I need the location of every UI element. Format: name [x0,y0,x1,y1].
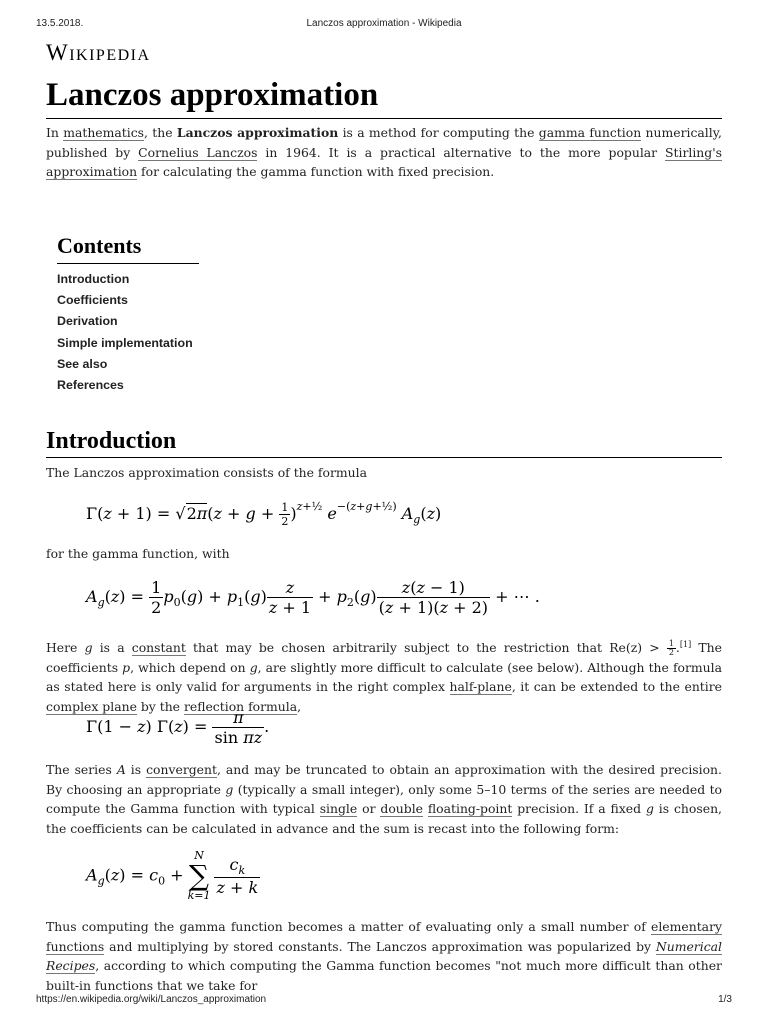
link-numerical-recipes[interactable]: Numerical Recipes [46,938,722,973]
link-complex-plane[interactable]: complex plane [46,698,137,714]
text: , [297,698,302,714]
var-a: A [116,762,126,777]
frac-num: 1 [668,639,674,648]
formula-ag-series: $A_g(z)$ = $\frac{1}{2}$ $p_0(g) + p_1(g)$ $\frac{z}{z + 1}$ + $p_2(g)$ $\frac{z(z - 1)}{(z + 1)(z + 2)}$ + ⋯ . [86,578,540,617]
formula-sum-form: $A_g(z) = c_0$ + N ∑ k=1 $\frac{c_k}{z + k}$ [86,849,259,902]
page-number: 1/3 [718,994,732,1005]
toc-item-simple-implementation[interactable]: Simple implementation [57,335,193,350]
formula-reflection: Γ(1 − z) Γ(z) = $\frac{\pi}{\text{sin πz}}$ . [86,708,270,747]
text: , the [144,125,177,140]
toc-item-coefficients[interactable]: Coefficients [57,293,128,308]
text: The series [46,762,117,777]
link-elementary-functions[interactable]: elementary functions [46,919,722,954]
toc-item-see-also[interactable]: See also [57,356,108,371]
text: , according to which computing the Gamma function becomes "not much more difficult than other built-in functions that we take for [46,958,722,993]
link-gamma-function[interactable]: gamma function [538,125,642,140]
text: , which depend on [130,659,250,675]
link-stirlings-approximation[interactable]: Stirling's approximation [46,144,722,179]
link-cornelius-lanczos[interactable]: Cornelius Lanczos [138,144,258,160]
link-mathematics[interactable]: mathematics [63,125,145,140]
section-heading-introduction: Introduction [46,426,722,458]
text: numerically, published by [46,125,722,160]
text: by the [136,698,184,714]
var-g: g [84,640,93,655]
link-reflection-formula[interactable]: reflection formula [183,698,298,714]
formula-gamma: Γ(z + 1) = √2π(z + g + $\frac{1}{2}$ )$^{z+\frac{1}{2}}$ $e^{-(z+g+\frac{1}{2})}$ $A_g(z)$ [86,500,442,528]
text: The coefficients [46,640,722,675]
print-header [36,18,732,32]
link-single[interactable]: single [319,801,358,816]
print-page-title: Lanczos approximation - Wikipedia [306,18,462,29]
toc-item-references[interactable]: References [57,377,124,392]
print-date: 13.5.2018. [36,18,84,29]
print-url: https://en.wikipedia.org/wiki/Lanczos_approximation [36,994,267,1005]
text: Here [46,640,85,655]
text: , are slightly more difficult to calculate (see below). Although the formula as stated here is only valid for arguments in the right complex [46,659,722,694]
var-g: g [645,801,654,816]
text: In [46,125,64,140]
text: is a [92,640,132,655]
intro-paragraph [46,123,722,182]
var-p: p [122,659,131,675]
var-g: g [249,659,258,675]
text: . [675,640,680,655]
text: , and may be truncated to obtain an approximation with the desired precision. By choosing an appropriate [46,762,722,797]
table-of-contents [57,232,199,396]
toc-item-derivation[interactable]: Derivation [57,314,118,329]
fraction-half [667,640,676,657]
text: , it can be extended to the entire [511,679,723,694]
var-g: g [225,781,234,797]
text: or [357,801,381,816]
link-floating-point[interactable]: floating-point [427,801,513,816]
reference-1[interactable]: [1] [679,639,692,649]
text: and multiplying by stored constants. The Lanczos approximation was popularized by [104,938,656,954]
thus-paragraph [46,917,722,995]
toc-title: Contents [57,232,199,264]
text: is a method for computing the [338,125,539,140]
bold-term: Lanczos approximation [176,125,339,140]
text: (typically a small integer), only some 5–10 terms of the series are needed to compute the Gamma function with typical [46,781,723,816]
text: is chosen, the coefficients can be calculated in advance and the sum is recast into the following form: [46,801,722,836]
formula-intro-text: The Lanczos approximation consists of the formula [46,465,367,480]
page-title: Lanczos approximation [46,74,722,119]
link-convergent[interactable]: convergent [146,762,217,777]
text: that may be chosen arbitrarily subject to the restriction that Re(z) > [185,640,667,655]
text: for calculating the gamma function with fixed precision. [137,164,495,179]
wikipedia-logo[interactable]: Wikipedia [46,40,151,65]
for-gamma-text: for the gamma function, with [46,546,230,561]
series-paragraph [46,760,722,838]
text: is [125,762,147,777]
here-paragraph [46,638,722,716]
text: Thus computing the gamma function becomes a matter of evaluating only a small number of [46,919,652,934]
print-footer [36,994,732,1008]
link-half-plane[interactable]: half-plane [449,679,512,694]
toc-item-introduction[interactable]: Introduction [57,272,130,286]
link-constant[interactable]: constant [131,640,186,655]
link-double[interactable]: double [380,801,423,816]
text: precision. If a fixed [512,801,646,816]
frac-den: 2 [668,648,674,657]
text: in 1964. It is a practical alternative to the more popular [257,144,666,160]
